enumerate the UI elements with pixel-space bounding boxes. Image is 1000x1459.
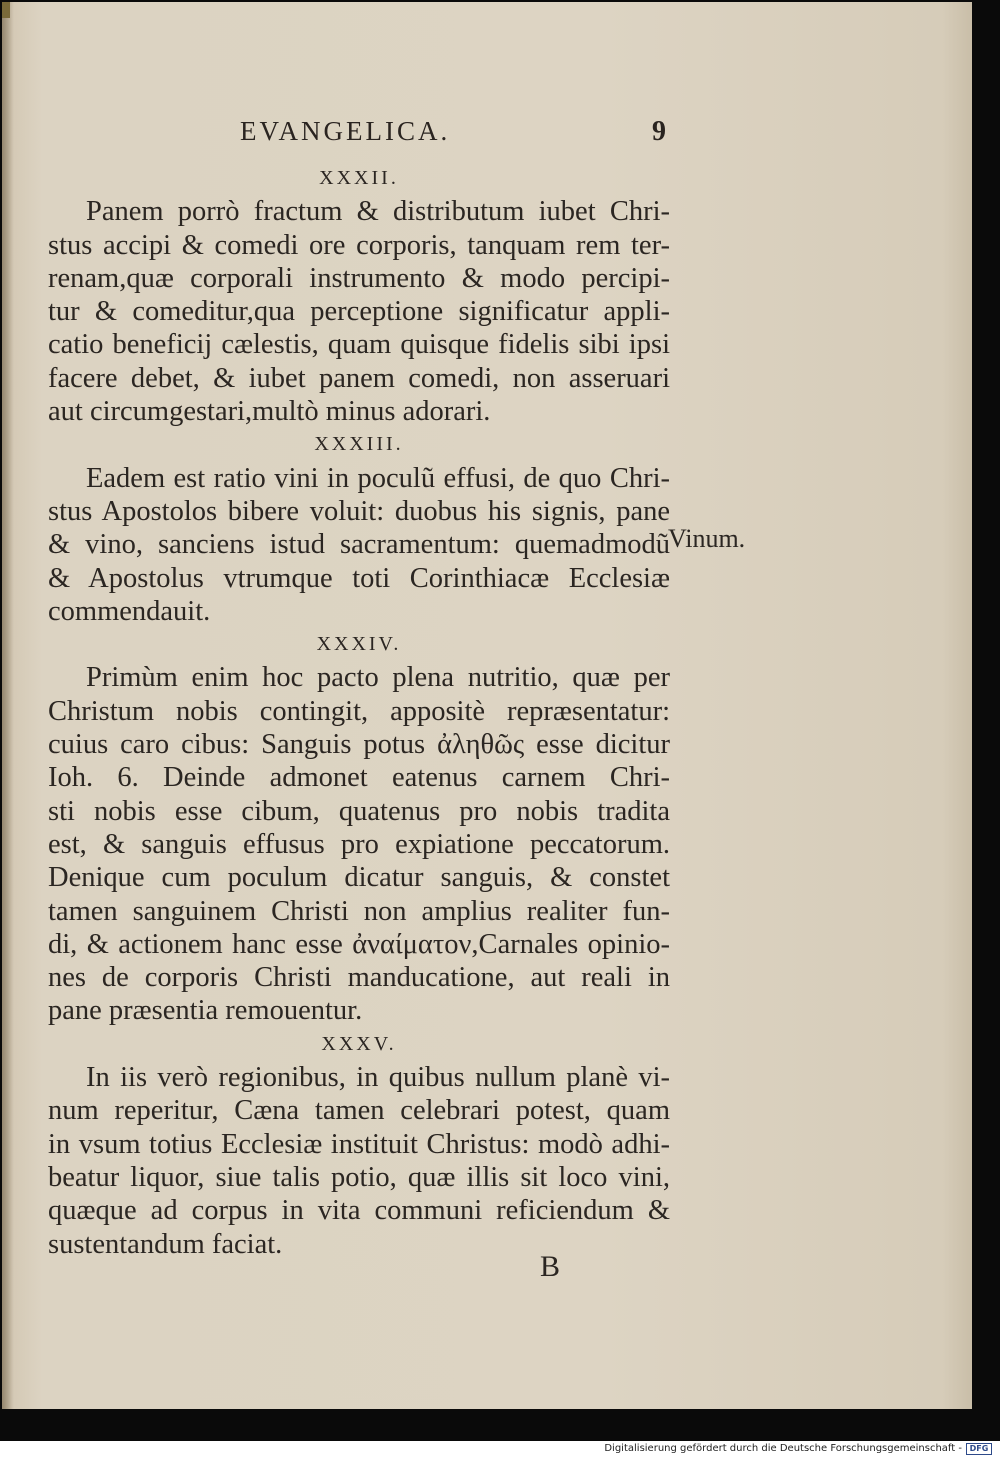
book-page: [2, 2, 972, 1409]
text-line: renam,quæ corporali instrumento & modo percipi-: [48, 262, 670, 294]
text-line: nes de corporis Christi manducatione, aut reali in: [48, 962, 670, 994]
text-line: pane præsentia remouentur.: [48, 995, 363, 1027]
text-line: & Apostolus vtrumque toti Corinthiacæ Ecclesiæ: [48, 562, 670, 594]
text-line: catio beneficij cælestis, quam quisque fidelis sibi ipsi: [48, 329, 670, 361]
text-line: Panem porrò fractum & distributum iubet Chri-: [86, 196, 670, 228]
signature-mark: B: [540, 1250, 561, 1283]
text-line: stus Apostolos bibere voluit: duobus his signis, pane: [48, 495, 670, 527]
text-line: Denique cum poculum dicatur sanguis, & constet: [48, 862, 670, 894]
text-line: di, & actionem hanc esse ἀναίματον,Carnales opinio-: [48, 928, 670, 960]
text-line: est, & sanguis effusus pro expiatione peccatorum.: [48, 828, 670, 860]
text-line: Ioh. 6. Deinde admonet eatenus carnem Chri-: [48, 762, 670, 794]
text-line: in vsum totius Ecclesiæ instituit Christus: modò adhi-: [48, 1128, 670, 1160]
text-line: sti nobis esse cibum, quatenus pro nobis tradita: [48, 795, 670, 827]
section-number: XXXIII.: [314, 433, 404, 456]
text-line: stus accipi & comedi ore corporis, tanquam rem ter-: [48, 229, 670, 261]
footer-credit: Digitalisierung gefördert durch die Deutsche Forschungsgemeinschaft -: [604, 1443, 962, 1454]
text-line: Christum nobis contingit, appositè repræsentatur:: [48, 695, 670, 727]
text-line: commendauit.: [48, 595, 211, 627]
text-line: quæque ad corpus in vita communi reficiendum &: [48, 1195, 670, 1227]
marginal-note: Vinum.: [668, 524, 746, 553]
section-number: XXXV.: [321, 1032, 397, 1055]
text-line: sustentandum faciat.: [48, 1228, 283, 1260]
text-line: tur & comeditur,qua perceptione significatur appli-: [48, 296, 670, 328]
text-line: aut circumgestari,multò minus adorari.: [48, 396, 491, 428]
corner-mark: [2, 2, 10, 18]
text-line: & vino, sanciens istud sacramentum: quemadmodũ: [48, 529, 670, 561]
spine-shadow: [2, 2, 14, 1409]
running-head: EVANGELICA.: [240, 116, 451, 146]
text-line: tamen sanguinem Christi non amplius realiter fun-: [48, 895, 670, 927]
dfg-logo: DFG: [966, 1443, 992, 1455]
page-number: 9: [652, 116, 666, 147]
text-line: num reperitur, Cæna tamen celebrari potest, quam: [48, 1095, 670, 1127]
text-line: Eadem est ratio vini in poculũ effusi, de quo Chri-: [86, 462, 670, 494]
text-line: facere debet, & iubet panem comedi, non asseruari: [48, 362, 670, 394]
section-number: XXXIV.: [316, 633, 402, 656]
text-line: Primùm enim hoc pacto plena nutritio, quæ per: [86, 662, 670, 694]
footer-bar: [0, 1441, 1000, 1459]
text-line: beatur liquor, siue talis potio, quæ illis sit loco vini,: [48, 1161, 670, 1193]
text-line: In iis verò regionibus, in quibus nullum planè vi-: [86, 1062, 670, 1094]
body-text: [48, 162, 670, 1261]
section-number: XXXII.: [319, 167, 399, 189]
text-line: cuius caro cibus: Sanguis potus ἀληθῶς esse dicitur: [48, 729, 670, 761]
